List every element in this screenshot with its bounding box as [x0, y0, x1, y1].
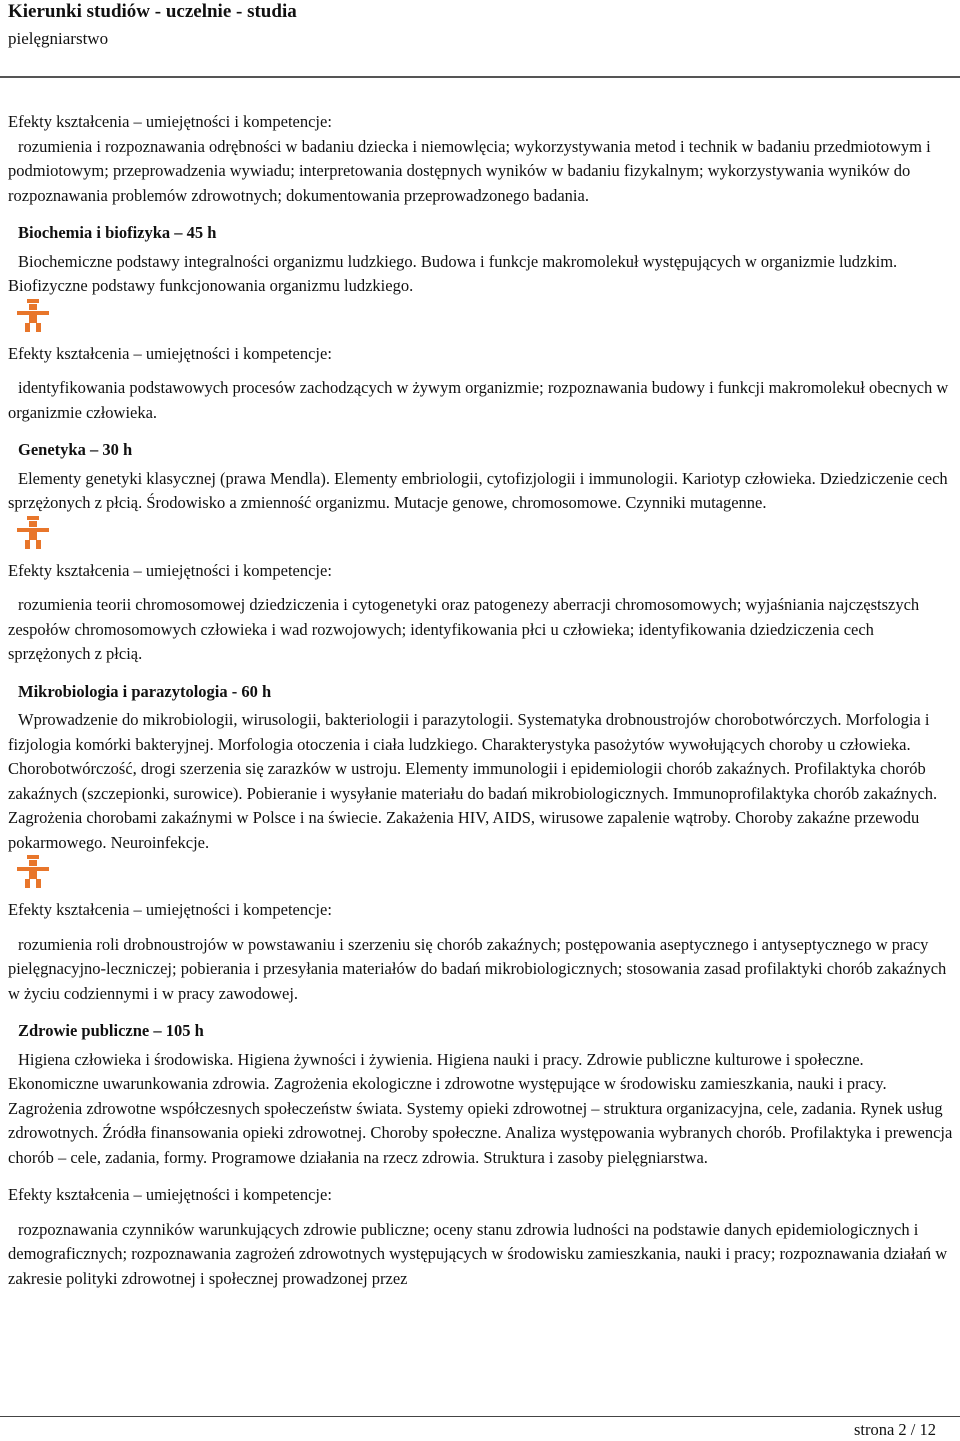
- page-content: [8, 110, 956, 1291]
- section-effects-mikrobiologia: rozumienia roli drobnoustrojów w powstawaniu i szerzeniu się chorób zakaźnych; postępowania aseptycznego i antyseptycznego w pracy pielęgnacyjno-leczniczej; pobierania i przesyłania materiałów do badań mikrobiologicznych; stosowania zasad profilaktyki chorób zakaźnych w życiu codziennymi i w pracy zawodowej.: [8, 934, 947, 1003]
- orange-person-figure-icon: [16, 855, 50, 889]
- footer-divider: [0, 1416, 960, 1417]
- effects-label: Efekty kształcenia – umiejętności i kompetencje:: [8, 900, 332, 919]
- effects-label: Efekty kształcenia – umiejętności i kompetencje:: [8, 343, 332, 363]
- effects-label: Efekty kształcenia – umiejętności i kompetencje:: [8, 112, 332, 131]
- section-effects-biochemia: identyfikowania podstawowych procesów zachodzących w żywym organizmie; rozpoznawania budowy i funkcji makromolekuł obecnych w organizmie człowieka.: [8, 378, 949, 422]
- effects-label: Efekty kształcenia – umiejętności i kompetencje:: [8, 1185, 332, 1204]
- field-of-study: pielęgniarstwo: [8, 29, 109, 48]
- intro-effects-text: rozumienia i rozpoznawania odrębności w badaniu dziecka i niemowlęcia; wykorzystywania metod i technik w badaniu przedmiotowym i podmiotowym; przeprowadzenia wywiadu; interpretowania dostępnych wyników w badaniu fizykalnym; wykorzystywania wyników do rozpoznawania problemów zdrowotnych; dokumentowania przeprowadzonego badania.: [8, 136, 931, 205]
- section-description-mikrobiologia: Wprowadzenie do mikrobiologii, wirusologii, bakteriologii i parazytologii. Systematyka drobnoustrojów chorobotwórczych. Morfologia i fizjologia komórki bakteryjnej. Morfologia otoczenia i ciała ludzkiego. Charakterystyka pasożytów wywołujących choroby u człowieka. Chorobotwórczość, drogi szerzenia się zarazków w ustroju. Elementy immunologii i epidemiologii chorób zakaźnych. Profilaktyka chorób zakaźnych (szczepionki, surowice). Pobieranie i wysyłanie materiału do badań mikrobiologicznych. Immunoprofilaktyka chorób zakaźnych. Zagrożenia chorobami zakaźnymi w Polsce i na świecie. Zakażenia HIV, AIDS, wirusowe zapalenie wątroby. Choroby zakaźne przewodu pokarmowego. Neuroinfekcje.: [8, 710, 938, 852]
- page-header: [8, 0, 297, 50]
- section-effects-genetyka: rozumienia teorii chromosomowej dziedziczenia i cytogenetyki oraz patogenezy aberracji chromosomowych; wyjaśniania najczęstszych zespołów chromosomowych człowieka i wad rozwojowych; identyfikowania płci u człowieka; identyfikowania dziedziczenia cech sprzężonych z płcią.: [8, 595, 920, 663]
- section-heading-mikrobiologia: Mikrobiologia i parazytologia - 60 h: [18, 681, 272, 701]
- page-number: strona 2 / 12: [853, 1420, 936, 1439]
- orange-person-figure-icon: [16, 299, 50, 333]
- header-divider: [0, 76, 960, 78]
- effects-label: Efekty kształcenia – umiejętności i kompetencje:: [8, 560, 332, 580]
- section-heading-biochemia: Biochemia i biofizyka – 45 h: [18, 223, 217, 242]
- site-title: Kierunki studiów - uczelnie - studia: [8, 1, 297, 22]
- orange-person-figure-icon: [16, 516, 50, 550]
- section-heading-zdrowie: Zdrowie publiczne – 105 h: [18, 1021, 204, 1040]
- section-heading-genetyka: Genetyka – 30 h: [18, 440, 133, 459]
- section-description-zdrowie: Higiena człowieka i środowiska. Higiena żywności i żywienia. Higiena nauki i pracy. Zdrowie publiczne kulturowe i społeczne. Ekonomiczne uwarunkowania zdrowia. Zagrożenia ekologiczne i zdrowotne występujące w środowisku zamieszkania, nauki i pracy. Zagrożenia zdrowotne współczesnych społeczeństw świata. Systemy opieki zdrowotnej – struktura organizacyjna, cele, zadania. Rynek usług zdrowotnych. Źródła finansowania opieki zdrowotnej. Choroby społeczne. Analiza występowania wybranych chorób. Profilaktyka i prewencja chorób – cele, zadania, formy. Programowe działania na rzecz zdrowia. Struktura i zasoby pielęgniarstwa.: [8, 1049, 953, 1167]
- section-description-biochemia: Biochemiczne podstawy integralności organizmu ludzkiego. Budowa i funkcje makromolekuł występujących w organizmie ludzkim. Biofizyczne podstawy funkcjonowania organizmu ludzkiego.: [8, 251, 898, 295]
- section-description-genetyka: Elementy genetyki klasycznej (prawa Mendla). Elementy embriologii, cytofizjologii i immunologii. Kariotyp człowieka. Dziedziczenie cech sprzężonych z płcią. Środowisko a zmienność organizmu. Mutacje genowe, chromosomowe. Czynniki mutagenne.: [8, 468, 948, 512]
- section-effects-zdrowie: rozpoznawania czynników warunkujących zdrowie publiczne; oceny stanu zdrowia ludności na podstawie danych epidemiologicznych i demograficznych; rozpoznawania zagrożeń zdrowotnych występujących w środowisku zamieszkania, nauki i pracy; rozpoznawania działań w zakresie polityki zdrowotnej i społecznej prowadzonej przez: [8, 1219, 948, 1288]
